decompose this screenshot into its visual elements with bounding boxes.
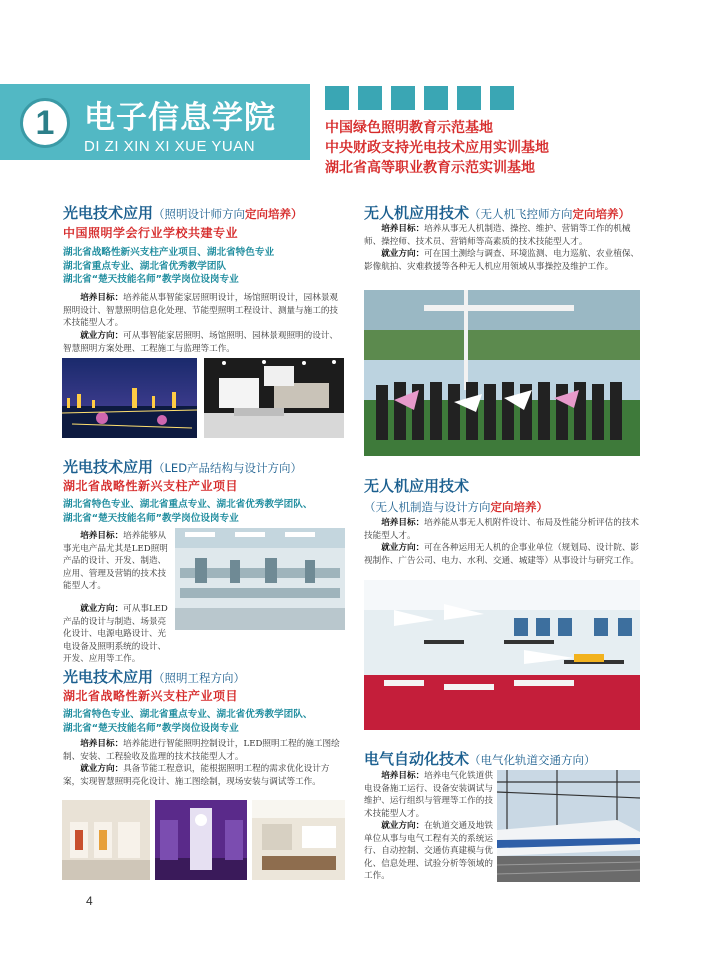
decor-square xyxy=(490,86,514,110)
section-number-badge xyxy=(20,98,70,148)
s1-title xyxy=(63,203,303,224)
s6-career xyxy=(364,820,494,883)
s5-career-label: 就业方向： xyxy=(381,543,425,553)
s4-goal-text: 培养从事无人机制造、操控、维护、营销等工作的机械师、操控师、技术员、营销师等高素质的技术技能型人才。 xyxy=(364,224,631,247)
decor-square xyxy=(325,86,349,110)
decor-square xyxy=(424,86,448,110)
s3-tags xyxy=(63,708,312,735)
s5-goal-label: 培养目标： xyxy=(381,518,425,528)
s6-career-text: 在轨道交通及地铁单位从事与电气工程有关的系统运行、自动控制、交通仿真建模与优化、信息处理、试验分析等领域的工作。 xyxy=(364,821,493,882)
base-item: 湖北省高等职业教育示范实训基地 xyxy=(325,160,535,176)
college-pinyin: DI ZI XIN XI XUE YUAN xyxy=(84,138,256,155)
decor-squares xyxy=(325,86,514,110)
s5-goal-text: 培养能从事无人机附件设计、布局及性能分析评估的技术技能型人才。 xyxy=(364,518,640,541)
s6-goal-text: 培养电气化铁道供电设备施工运行、设备安装调试与维护、运行组织与管理等工作的技术技能型人才。 xyxy=(364,771,493,819)
tag-line: 湖北省“楚天技能名师”教学岗位设岗专业 xyxy=(63,722,239,734)
s4-title-sub: （无人机飞控师方向 xyxy=(469,207,573,221)
s4-career-text: 可在国土测绘与调查、环境监测、电力巡航、农业植保、影像航拍、灾难救援等各种无人机应用领域从事操控及维护工作。 xyxy=(364,249,640,272)
s6-title-main: 电气自动化技术 xyxy=(364,750,470,768)
page-number: 4 xyxy=(86,894,93,908)
decor-square xyxy=(358,86,382,110)
s1-career-text: 可从事智能家居照明、场馆照明、园林景观照明的设计、智慧照明方案处理、工程施工与监理等工作。 xyxy=(63,331,339,354)
s6-goal xyxy=(364,770,494,820)
s6-career-label: 就业方向： xyxy=(381,821,425,831)
decor-square xyxy=(391,86,415,110)
s2-career-col xyxy=(63,603,171,666)
s5-title xyxy=(364,476,469,496)
photo-lighting-lab xyxy=(204,358,344,438)
s1-career-label: 就业方向： xyxy=(80,331,124,341)
decor-square xyxy=(457,86,481,110)
college-title: 电子信息学院 xyxy=(84,100,276,136)
s4-career-label: 就业方向： xyxy=(381,249,425,259)
s5-goal xyxy=(364,517,642,542)
photo-led-production-line xyxy=(175,528,345,630)
tag-line: 湖北省战略性新兴支柱产业项目、湖北省特色专业 xyxy=(63,247,275,258)
s3-goal-text: 培养能进行智能照明控制设计，LED照明工程的施工图绘制、安装、工程验收及监理的技术技能型人才。 xyxy=(63,739,340,762)
s4-career xyxy=(364,248,642,273)
tag-line: 湖北省特色专业、湖北省重点专业、湖北省优秀教学团队、 xyxy=(63,709,313,720)
s1-tags xyxy=(63,246,274,287)
s5-title-red: 定向培养） xyxy=(490,500,548,514)
section-number: 1 xyxy=(35,104,55,142)
s2-goal-label: 培养目标： xyxy=(80,531,124,541)
s3-title-main: 光电技术应用 xyxy=(63,668,154,686)
s1-title-sub: （照明设计师方向 xyxy=(153,207,246,221)
s2-tags xyxy=(63,498,312,525)
photo-lighting-showroom xyxy=(62,800,150,880)
s2-goal-text: 培养能够从事光电产品尤其是LED照明产品的设计、开发、制造、应用、管理及营销的技术技能型人才。 xyxy=(63,531,168,592)
s4-goal-label: 培养目标： xyxy=(381,224,425,234)
s5-title-main: 无人机应用技术 xyxy=(364,477,470,495)
s1-banner: 中国照明学会行业学校共建专业 xyxy=(63,226,239,240)
s3-goal xyxy=(63,738,345,763)
s4-title-red: 定向培养） xyxy=(572,207,631,221)
s3-career-label: 就业方向： xyxy=(80,764,124,774)
s1-title-red: 定向培养） xyxy=(245,207,303,221)
s4-goal xyxy=(364,223,642,248)
s3-career-text: 具备节能工程意识，能根据照明工程的需求优化设计方案，实现智慧照明亮化设计、施工图绘制，现场安装与调试等工作。 xyxy=(63,764,330,787)
s1-career xyxy=(63,330,345,355)
photo-lighting-classroom xyxy=(252,800,345,880)
tag-line: 湖北省重点专业、湖北省优秀教学团队 xyxy=(63,260,227,272)
s5-career-text: 可在各种运用无人机的企事业单位（规划局、设计院、影视制作、广告公司、电力、水利、交通、城建等）从事设计与研究工作。 xyxy=(364,543,640,566)
base-item: 中国绿色照明教育示范基地 xyxy=(325,120,493,136)
s2-title-main: 光电技术应用 xyxy=(63,458,154,476)
tag-line: 湖北省“楚天技能名师”教学岗位设岗专业 xyxy=(63,512,239,524)
photo-drone-models-lab xyxy=(364,580,640,730)
s6-title xyxy=(364,749,596,770)
s2-title xyxy=(63,457,302,478)
s3-banner: 湖北省战略性新兴支柱产业项目 xyxy=(63,689,239,703)
s2-career-text: 可从事LED产品的设计与制造、场景亮化设计、电源电路设计、光电设备及照明系统的设计、开发、应用等工作。 xyxy=(63,604,168,665)
s1-title-main: 光电技术应用 xyxy=(63,204,154,222)
s2-title-sub: （LED产品结构与设计方向） xyxy=(153,461,303,475)
photo-night-city-lighting xyxy=(62,358,197,438)
s3-title xyxy=(63,667,245,688)
s3-goal-label: 培养目标： xyxy=(80,739,124,749)
s6-goal-label: 培养目标： xyxy=(381,771,425,781)
s1-goal-label: 培养目标： xyxy=(80,293,124,303)
s5-title-sub: （无人机制造与设计方向 xyxy=(364,500,491,514)
s2-goal xyxy=(63,530,171,593)
s1-goal xyxy=(63,292,345,330)
s2-career-label: 就业方向： xyxy=(80,604,124,614)
photo-purple-exhibit xyxy=(155,800,247,880)
tag-line: 湖北省特色专业、湖北省重点专业、湖北省优秀教学团队、 xyxy=(63,499,313,510)
s4-title xyxy=(364,203,630,224)
base-list xyxy=(325,118,549,178)
s2-banner: 湖北省战略性新兴支柱产业项目 xyxy=(63,479,239,493)
s4-title-main: 无人机应用技术 xyxy=(364,204,470,222)
s3-title-sub: （照明工程方向） xyxy=(153,671,246,685)
photo-drone-students-group xyxy=(364,290,640,456)
s6-title-sub: （电气化轨道交通方向） xyxy=(469,753,596,767)
photo-high-speed-train xyxy=(497,770,640,882)
s5-career xyxy=(364,542,642,567)
s1-goal-text: 培养能从事智能家居照明设计，场馆照明设计，园林景观照明设计、智慧照明信息化处理、节能型照明工程设计、测量与施工的技术技能型人才。 xyxy=(63,293,339,329)
tag-line: 湖北省“楚天技能名师”教学岗位设岗专业 xyxy=(63,274,239,285)
base-item: 中央财政支持光电技术应用实训基地 xyxy=(325,140,549,156)
s3-career xyxy=(63,763,345,788)
s5-subtitle xyxy=(364,496,548,517)
